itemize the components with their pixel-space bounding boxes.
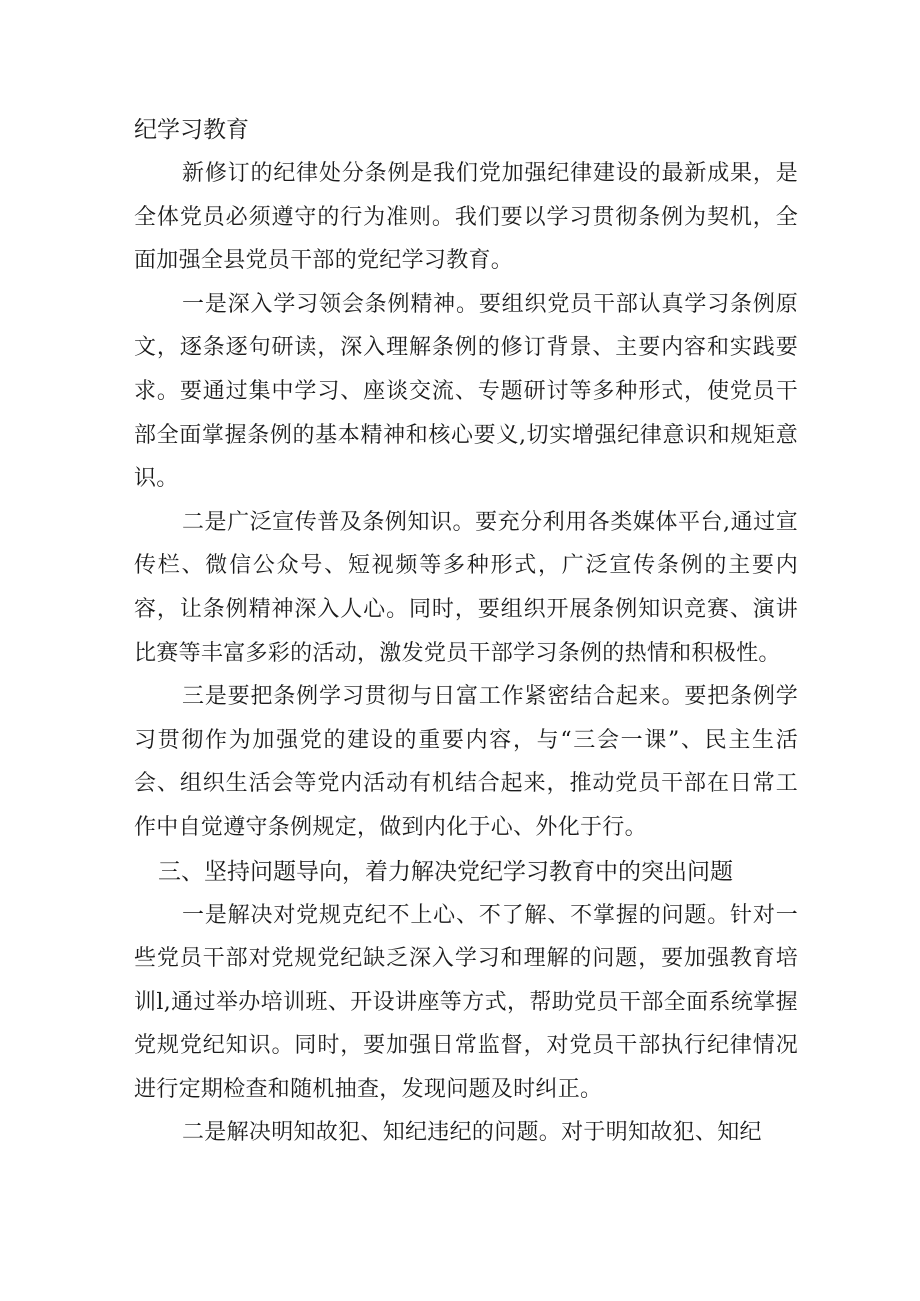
document-body: [134, 108, 798, 1155]
paragraph-point-1: 一是深入学习领会条例精神。要组织党员干部认真学习条例原文，逐条逐句研读，深入理解条例的修订背景、主要内容和实践要求。要通过集中学习、座谈交流、专题研讨等多种形式，使党员干部全面掌握条例的基本精神和核心要义,切实增强纪律意识和规矩意识。: [134, 291, 798, 492]
continued-heading: 纪学习教育: [134, 117, 249, 143]
paragraph-point-2: 二是广泛宣传普及条例知识。要充分利用各类媒体平台,通过宣传栏、微信公众号、短视频等多种形式，广泛宣传条例的主要内容，让条例精神深入人心。同时，要组织开展条例知识竞赛、演讲比赛等丰富多彩的活动，激发党员干部学习条例的热情和积极性。: [134, 509, 798, 666]
paragraph-point-3: 三是要把条例学习贯彻与日富工作紧密结合起来。要把条例学习贯彻作为加强党的建设的重要内容，与“三会一课”、民主生活会、组织生活会等党内活动有机结合起来，推动党员干部在日常工作中自觉遵守条例规定，做到内化于心、外化于行。: [134, 684, 798, 840]
paragraph-problem-2: 二是解决明知故犯、知纪违纪的问题。对于明知故犯、知纪: [182, 1120, 762, 1146]
paragraph-intro: 新修订的纪律处分条例是我们党加强纪律建设的最新成果，是全体党员必须遵守的行为准则。我们要以学习贯彻条例为契机，全面加强全县党员干部的党纪学习教育。: [134, 161, 798, 274]
paragraph-problem-1: 一是解决对党规克纪不上心、不了解、不掌握的问题。针对一些党员干部对党规党纪缺乏深入学习和理解的问题，要加强教育培训l,通过举办培训班、开设讲座等方式，帮助党员干部全面系统掌握党规党纪知识。同时，要加强日常监督，对党员干部执行纪律情况进行定期检查和随机抽查，发现问题及时纠正。: [134, 902, 798, 1102]
section-title: 三、坚持问题导向，着力解决党纪学习教育中的突出问题: [158, 858, 733, 885]
